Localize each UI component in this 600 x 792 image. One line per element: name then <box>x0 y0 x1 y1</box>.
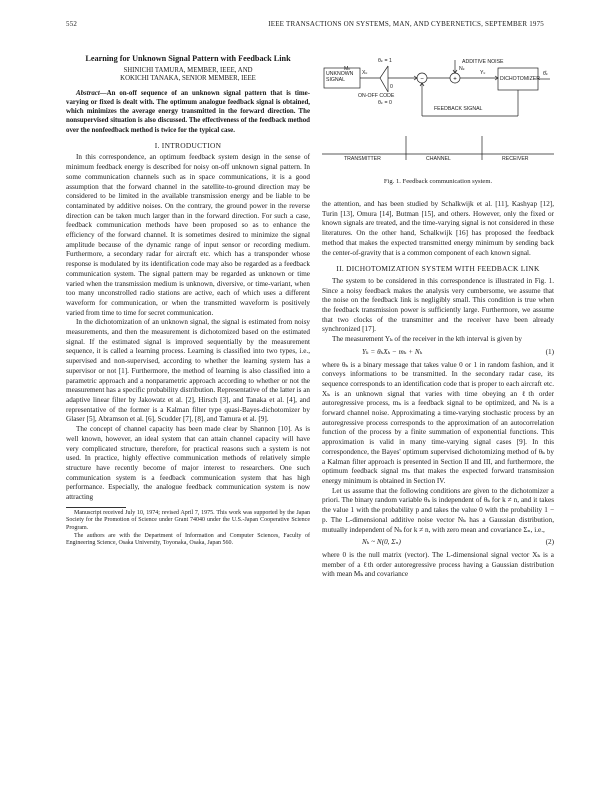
footnote-manuscript: Manuscript received July 10, 1974; revised April 7, 1975. This work was supported by the Japan Society for the Promotion of Science under Grant 74040 under the U.S.-Japan Cooperative Science Program. <box>66 509 310 531</box>
conditions-paragraph: Let us assume that the following conditions are given to the dichotomizer a priori. The binary random variable θₖ is independent of θₖ for k ≠ n, and it takes the value 1 with the probability p and takes the value 0 with the probability 1 − p. The L-dimensional additive noise vector Nₖ has a Gaussian distribution, mutually independent of Nₖ for k ≠ n, with zero mean and covariance Σₙ, i.e., <box>322 486 554 534</box>
theta-one-label: θₖ = 1 <box>378 58 392 64</box>
switch-upper <box>380 66 388 78</box>
equation-2-body: Nₖ ~ N(0, Σₙ) <box>362 538 401 547</box>
source-label: UNKNOWN SIGNAL <box>326 71 354 83</box>
section-1-heading: I. INTRODUCTION <box>154 140 222 150</box>
final-paragraph: where 0 is the null matrix (vector). The L-dimensional signal vector Xₖ is a member of a ℓth order autoregressive process having a Gaussian distribution with mean Mₖ and covariance <box>322 550 554 579</box>
equation-1 <box>322 345 554 361</box>
additive-noise-label: ADDITIVE NOISE <box>462 59 504 65</box>
on-off-code-label: ON-OFF CODE <box>358 93 395 99</box>
intro-paragraph-3: The concept of channel capacity has been made clear by Shannon [10]. As is well known, however, an ideal system that can attain channel capacity will have very complicated structure, therefore, for practical reasons such a system is not used. In practice, highly effective communication methods of relatively simple structure have recently become of major interest to researchers. One such communication system is a feedback communication system that has high performance. Especially, the analogue feedback communication system is now attracting <box>66 425 310 502</box>
journal-header: IEEE TRANSACTIONS ON SYSTEMS, MAN, AND CYBERNETICS, SEPTEMBER 1975 <box>268 20 544 28</box>
right-intro-paragraph: the attention, and has been studied by Schalkwijk et al. [11], Kashyap [12], Turin [13], Omura [14], Butman [15], and others. However, only the fixed or known signals are treated, and the time-varying signal is not considered in these literatures. On the other hand, Schalkwijk [16] has proposed the feedback method that makes the expected transmitted energy minimum by sending back the center-of-gravity that is a common component of each known signal. <box>322 200 554 257</box>
footnote-divider <box>66 507 126 508</box>
theta-zero-label: θₖ = 0 <box>378 100 392 106</box>
nk-label: Nₖ <box>459 66 465 72</box>
article-title: Learning for Unknown Signal Pattern with Feedback Link <box>85 54 291 63</box>
abstract-text: —An on-off sequence of an unknown signal pattern that is time-varying or fixed is dealt with. The optimum analogue feedback signal is obtained, which minimizes the average energy transmitted in the forward direction. The nonsupervised situation is also discussed. The effectiveness of the feedback method over the nonfeedback method is twice for the typical case. <box>66 89 310 134</box>
transmitter-label: TRANSMITTER <box>344 156 381 162</box>
switch-lower <box>380 78 388 92</box>
footnotes <box>66 510 310 548</box>
mk-label: Mₖ <box>344 66 351 72</box>
section-2-heading: II. DICHOTOMIZATION SYSTEM WITH FEEDBACK LINK <box>336 264 540 274</box>
figure-caption: Fig. 1. Feedback communication system. <box>383 178 493 185</box>
xk-label: Xₖ <box>362 70 368 76</box>
intro-paragraph-2: In the dichotomization of an unknown signal, the signal is estimated from noisy measurements, and then the measurement is dichotomized based on the estimated signal. If the estimated signal is improved sequentially by the measurement sequence, it is called a learning process. Learning is classified into two types, i.e., supervised and non-supervised, according to whether the learning system has a supervisor or not [1]. Furthermore, the method of learning is also classified into a parametric approach and a nonparametric approach according to whether or not the measurement has a specific probability distribution. Representative of the latter is an adaptive linear filter by Jakowatz et al. [2], Hirsch [3], and Tanaka et al. [4], and representative of the former is a Kalman filter type quasi-Bayes-dichotomizer by Glaser [5], Abramson et al. [6], Scudder [7], [8], and Tamura et al. [9]. <box>66 318 310 424</box>
adder-1-sign: − <box>420 76 424 83</box>
theta-hat-label: θ̂ₖ <box>543 71 549 77</box>
page-number: 552 <box>66 20 78 28</box>
author-line-1: SHINICHI TAMURA, MEMBER, IEEE, AND <box>123 66 253 74</box>
abstract <box>66 89 310 135</box>
equation-1-body: Yₖ = θₖXₖ − mₖ + Nₖ <box>362 347 423 356</box>
channel-label: CHANNEL <box>426 156 451 162</box>
feedback-signal-label: FEEDBACK SIGNAL <box>434 106 483 112</box>
receiver-label: RECEIVER <box>502 156 529 162</box>
equation-2 <box>322 535 554 551</box>
intro-paragraph-1: In this correspondence, an optimum feedback system design in the sense of minimum feedback energy is described for noisy on-off unknown signal pattern. In some communication channels such as in space communications, it is a good assumption that the forward channel in the satellite-to-ground direction may be considered to be limited in the available transmission energy and be liable to be contaminated by additive noises. On the contrary, the ground power in the reverse direction can be taken much larger than in the forward direction. For such a case, feedback communication methods have been proposed so as to enhance the efficiency of the forward channel. It is sometimes desired to minimize the signal amplitude because of the dynamic range of input sensor or recording medium. Furthermore, a secondary radar for aircraft etc. which has a transponder whose response is modulated by its identification code may also be regarded as a feedback communication system. The signal pattern may be regarded as unknown or time varied when the transmission medium is unknown, diversive, or time-variant, when too many unconstrolled radio stations are active, each of which uses a different waveform for communication, or when the transmitted waveform is positively varied from time to time for secret communication. <box>66 153 310 317</box>
variables-paragraph: where θₖ is a binary message that takes value 0 or 1 in random fashion, and it conveys informations to be transmitted. In the secondary radar case, its sequence corresponds to an identification code that is proper to each aircraft etc. Xₖ is an unknown signal that varies with time obeying an ℓth order autoregressive process, mₖ is a feedback signal to be optimized, and Nₖ is a forward channel noise. Approximating a time-varying stochastic process by an autoregressive process corresponds to the approximation of an autocorrelation function of the process by a finite summation of exponential functions. This approximation is valid in many time-varying signal cases [9]. In this correspondence, the Bayes' optimum supervised dichotomizing method of θₖ by a Kalman filter approach is presented in Section II and III, and furthermore, the optimum feedback signal mₖ that makes the expected forward transmission energy minimum is obtained in Section IV. <box>322 360 554 485</box>
yk-label: Yₖ <box>480 70 486 76</box>
equation-2-number: (2) <box>545 538 554 547</box>
measurement-paragraph: The measurement Yₖ of the receiver in the kth interval is given by <box>332 335 522 344</box>
abstract-label: Abstract <box>76 89 100 97</box>
zero-label: 0 <box>390 84 393 90</box>
adder-2-sign: + <box>453 76 457 83</box>
footnote-affiliation: The authors are with the Department of Information and Computer Sciences, Faculty of Engineering Science, Osaka University, Toyonaka, Osaka, Japan 560. <box>66 532 310 547</box>
left-column <box>66 54 310 548</box>
right-column <box>322 200 554 580</box>
figure-1 <box>322 56 554 196</box>
author-line-2: KOKICHI TANAKA, SENIOR MEMBER, IEEE <box>120 75 256 83</box>
dichotomizer-label: DICHOTOMIZER <box>500 76 540 82</box>
equation-1-number: (1) <box>545 347 554 356</box>
system-paragraph: The system to be considered in this correspondence is illustrated in Fig. 1. Since a noisy feedback makes the analysis very cumbersome, we assume that the noise on the feedback link is negligibly small. This condition is true when the feedback transmission power is sufficiently large. Furthermore, we assume that two clocks of the transmitter and the receiver have been already synchronized [17]. <box>322 276 554 334</box>
author-block <box>66 67 310 84</box>
